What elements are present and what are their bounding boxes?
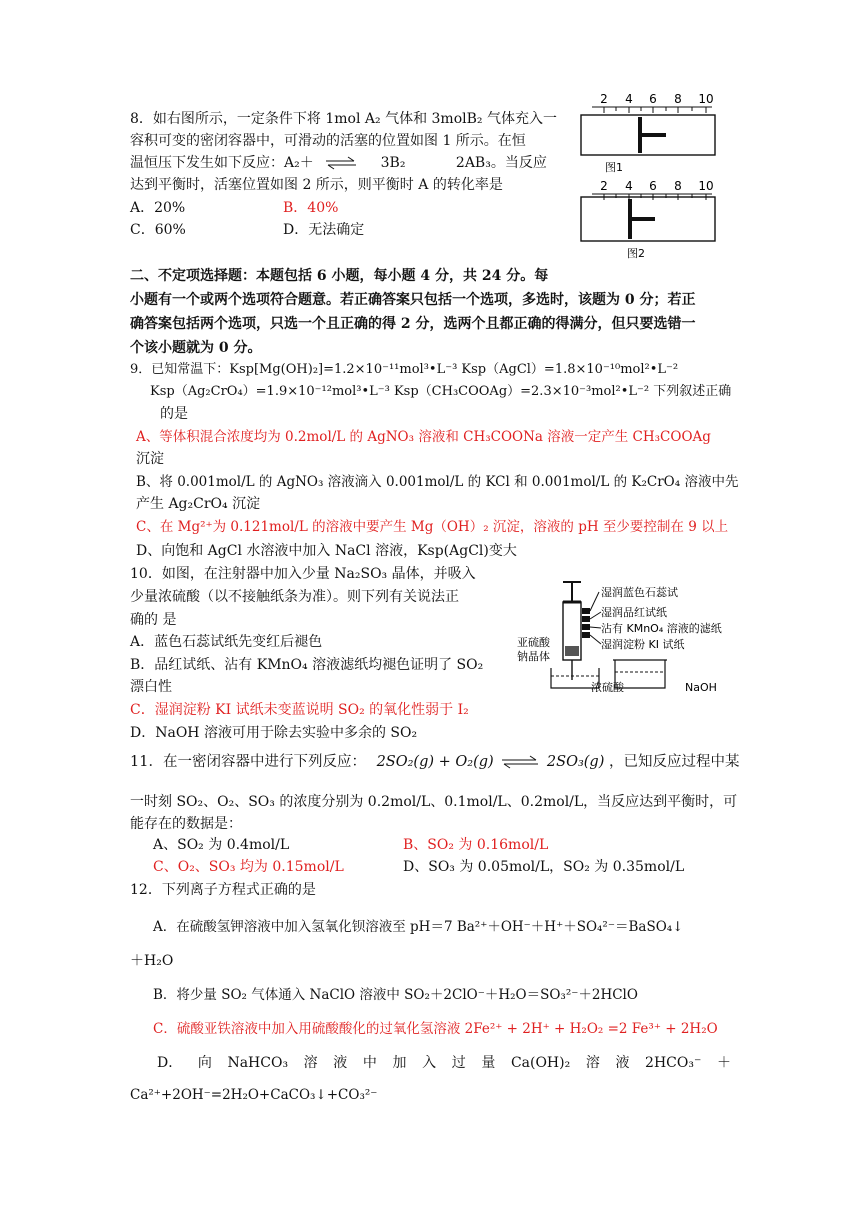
q12-option-d-word: 量 [481,1055,496,1071]
q9-line1: 9．已知常温下：Ksp[Mg(OH)₂]=1.2×10⁻¹¹mol³•L⁻³ Ksp（AgCl）=1.8×10⁻¹⁰mol²•L⁻² [130,362,679,377]
q12-option-d-word: 溶 [303,1055,318,1071]
q10-line1: 10．如图，在注射器中加入少量 Na₂SO₃ 晶体，并吸入 [130,566,476,582]
q12-option-b: B．将少量 SO₂ 气体通入 NaClO 溶液中 SO₂＋2ClO⁻＋H₂O＝SO₃²⁻＋2HClO [153,987,638,1003]
q11-option-c: C、O₂、SO₃ 均为 0.15mol/L [153,859,344,875]
q11-equation-left: 2SO₂(g) + O₂(g) [376,754,494,770]
q10-option-b-line1: B．品红试纸、沾有 KMnO₄ 溶液滤纸均褪色证明了 SO₂ [130,657,484,673]
q9-option-d: D、向饱和 AgCl 水溶液中加入 NaCl 溶液，Ksp(AgCl)变大 [136,543,517,559]
crystal-fill [565,646,579,656]
scale-ticks-2 [600,179,713,193]
q12-option-d-word: 溶 [585,1055,600,1071]
q12-option-d-line1 [157,1052,731,1074]
section2-line4: 个该小题就为 0 分。 [130,340,262,356]
q8-line3-a: 温恒压下发生如下反应：A₂＋ [130,155,314,171]
figure-1-caption: 图1 [605,161,623,174]
q12-line1: 12．下列离子方程式正确的是 [130,882,316,898]
scale-ticks-1 [600,92,713,106]
label-blue-litmus: 湿润蓝色石蕊试 [601,586,678,599]
equilibrium-arrow-icon [500,755,540,769]
figure-2-caption: 图2 [627,247,645,260]
q11-line2: 一时刻 SO₂、O₂、SO₃ 的浓度分别为 0.2mol/L、0.1mol/L、0.2mol/L，当反应达到平衡时，可 [130,794,738,810]
q10-line2: 少量浓硫酸（以不接触纸条为准）。则下列有关说法正 [130,589,459,605]
tick-label: 4 [625,179,633,193]
tick-label: 8 [674,92,682,106]
q12-option-d-word: 向 [197,1055,212,1071]
q8-option-b: B．40% [283,200,339,216]
label-conc-acid: 浓硫酸 [591,681,624,692]
q11-option-d: D、SO₃ 为 0.05mol/L，SO₂ 为 0.35mol/L [403,859,685,875]
q8-line3-c: 2AB₃。当反应 [455,155,547,171]
q8-line2: 容积可变的密闭容器中，可滑动的活塞的位置如图 1 所示。在恒 [130,133,526,149]
section2-line3: 确答案包括两个选项，只选一个且正确的得 2 分，选两个且都正确的得满分，但只要选错一 [130,316,696,332]
tick-label: 10 [698,92,714,106]
q12-option-d-word: 入 [422,1055,437,1071]
q11-line1-b: ，已知反应过程中某 [608,754,740,770]
q10-option-a: A．蓝色石蕊试纸先变红后褪色 [130,634,323,650]
q12-option-d-word: ＋ [716,1055,731,1071]
q10-option-b-line2: 漂白性 [130,679,172,695]
q9-option-c: C、在 Mg²⁺为 0.121mol/L 的溶液中要产生 Mg（OH）₂ 沉淀，溶液的 pH 至少要控制在 9 以上 [136,519,729,535]
q8-line3 [130,152,547,174]
q10-apparatus-figure [515,580,760,692]
tick-label: 10 [698,179,714,193]
tick-label: 8 [674,179,682,193]
q8-figure-2 [578,175,738,263]
q12-option-d-word: 2HCO₃⁻ [645,1055,702,1071]
q8-option-d: D．无法确定 [283,222,365,238]
q12-option-d-word: 液 [333,1055,348,1071]
q12-option-c: C．硫酸亚铁溶液中加入用硫酸酸化的过氧化氢溶液 2Fe²⁺ + 2H⁺ + H₂O₂ =2 Fe³⁺ + 2H₂O [153,1021,718,1037]
q11-line1 [130,751,739,773]
tick-label: 4 [625,92,633,106]
q11-line1-a: 11．在一密闭容器中进行下列反应： [130,754,366,770]
q9-option-b-line1: B、将 0.001mol/L 的 AgNO₃ 溶液滴入 0.001mol/L 的 KCl 和 0.001mol/L 的 K₂CrO₄ 溶液中先 [136,474,739,490]
q12-option-d-word: D． [157,1055,183,1071]
q10-option-c: C．湿润淀粉 KI 试纸未变蓝说明 SO₂ 的氧化性弱于 I₂ [130,702,469,718]
q8-option-c: C．60% [130,222,186,238]
q12-option-a-line1: A．在硫酸氢钾溶液中加入氢氧化钡溶液至 pH＝7 Ba²⁺＋OH⁻＋H⁺＋SO₄²⁻＝BaSO₄↓ [153,919,684,935]
label-ki-paper: 湿润淀粉 KI 试纸 [601,638,685,651]
q9-option-a-line1: A、等体积混合浓度均为 0.2mol/L 的 AgNO₃ 溶液和 CH₃COONa 溶液一定产生 CH₃COOAg [136,429,711,445]
q8-line4: 达到平衡时，活塞位置如图 2 所示，则平衡时 A 的转化率是 [130,177,503,193]
q11-option-a: A、SO₂ 为 0.4mol/L [153,837,290,853]
q12-option-d-word: 中 [362,1055,377,1071]
tick-label: 2 [600,92,608,106]
q12-option-d-word: NaHCO₃ [227,1055,289,1071]
tick-label: 6 [649,92,657,106]
q8-line3-b: 3B₂ [380,155,406,171]
q9-line2: Ksp（Ag₂CrO₄）=1.9×10⁻¹²mol³•L⁻³ Ksp（CH₃COOAg）=2.3×10⁻³mol²•L⁻² 下列叙述正确 [150,384,732,399]
q9-option-b-line2: 产生 Ag₂CrO₄ 沉淀 [136,496,261,512]
q8-line1: 8．如右图所示，一定条件下将 1mol A₂ 气体和 3molB₂ 气体充入一 [130,111,557,127]
q9-line3: 的是 [160,406,188,422]
tick-label: 6 [649,179,657,193]
q10-option-d: D．NaOH 溶液可用于除去实验中多余的 SO₂ [130,725,418,741]
label-crystal: 钠晶体 [517,650,550,663]
q8-figure-1 [578,88,738,174]
q12-option-a-line2: ＋H₂O [130,953,174,969]
q12-option-d-word: 过 [451,1055,466,1071]
label-sulfite: 亚硫酸 [517,636,550,649]
section2-line1: 二、不定项选择题：本题包括 6 小题，每小题 4 分，共 24 分。每 [130,268,549,284]
tick-label: 2 [600,179,608,193]
label-kmno4-paper: 沾有 KMnO₄ 溶液的滤纸 [601,622,722,635]
label-naoh: NaOH [685,681,717,692]
q10-line3: 确的 是 [130,612,177,628]
q12-option-d-word: Ca(OH)₂ [510,1055,571,1071]
equilibrium-arrow-icon [324,156,358,170]
q12-option-d-line2: Ca²⁺+2OH⁻=2H₂O+CaCO₃↓+CO₃²⁻ [130,1087,378,1103]
label-magenta-paper: 湿润品红试纸 [601,606,667,619]
q11-option-b: B、SO₂ 为 0.16mol/L [403,837,549,853]
q11-equation-right: 2SO₃(g) [546,754,605,770]
q9-option-a-line2: 沉淀 [136,451,164,467]
q11-line3: 能存在的数据是： [130,816,242,832]
q8-option-a: A．20% [130,200,186,216]
section2-line2: 小题有一个或两个选项符合题意。若正确答案只包括一个选项，多选时，该题为 0 分；若正 [130,292,696,308]
q12-option-d-word: 加 [392,1055,407,1071]
q12-option-d-word: 液 [615,1055,630,1071]
